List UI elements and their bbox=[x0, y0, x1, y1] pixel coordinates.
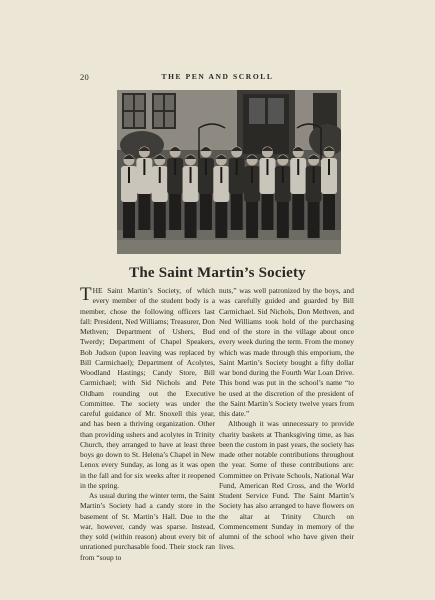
photo-person bbox=[167, 147, 183, 231]
photo-person bbox=[275, 155, 291, 239]
article-title: The Saint Martin’s Society bbox=[129, 265, 306, 281]
group-photograph-icon bbox=[117, 90, 341, 254]
photo-person bbox=[244, 155, 260, 239]
photo-person bbox=[229, 147, 245, 231]
photo-person bbox=[290, 147, 306, 231]
photo-person bbox=[152, 155, 168, 239]
photo-person bbox=[213, 155, 229, 239]
article-column-left bbox=[80, 286, 215, 563]
photo-person bbox=[198, 147, 214, 231]
page-number: 20 bbox=[80, 72, 90, 82]
photo-person bbox=[183, 155, 199, 239]
paragraph-2-continued: nuts,” was well patronized by the boys, and was carefully guided and guarded by Bill Carmichael. Sid Nichols, Don Methven, and Ned Williams took hold of the purchasing end of the store in the village about once every week during the term. From the money which was made through this emporium, the Saint Martin’s Society bought a fifty dollar war bond during the Fourth War Loan Drive. This bond was put in the school’s name “to be used at the discretion of the president of the Saint Martin’s Society twelve years from this date.” bbox=[219, 286, 354, 418]
paragraph-3: Although it was unnecessary to provide charity baskets at Thanksgiving time, as has been the custom in past years, the society has made other notable contributions throughout the year. Some of these contributions are: Committee on Private Schools, National War Fund, American Red Cross, and the World Student Service Fund. The Saint Martin’s Society has also arranged to have flowers on the altar at Trinity Church on Commencement Sunday in memory of the alumni of the school who have given their lives. bbox=[219, 419, 354, 552]
photo-person bbox=[121, 155, 137, 239]
paragraph-2: As usual during the winter term, the Saint Martin’s Society had a candy store in the basement of St. Martin’s Hall. Due to the war, however, candy was sparse. Instead, they sold (within reason) about every bit of unrationed purchasable food. Their stock ran from “soup to bbox=[80, 491, 215, 562]
photo-person bbox=[259, 147, 275, 231]
running-title: THE PEN AND SCROLL bbox=[161, 72, 274, 81]
group-photograph bbox=[117, 90, 341, 254]
photo-person bbox=[136, 147, 152, 231]
drop-cap: T bbox=[80, 284, 92, 305]
running-head bbox=[80, 72, 355, 84]
photo-person bbox=[321, 147, 337, 231]
paragraph-1-text: HE Saint Martin’s Society, of which every member of the student body is a member, chose the following officers last fall: President, Ned Williams; Treasurer, Don Methven; Department of Ushers, Bud Twerdy; Department of Chapel Speakers, Bob Judson (upon leaving was replaced by Bill Carmichael); Department of Acolytes, Woodland Hastings; Candy Store, Bill Carmichael; with Sid Nichols and Pete Oldham rounding out the Executive Committee. The society was under the careful guidance of Mr. Snoxell this year, and has been a thriving organization. Other than providing ushers and acolytes in Trinity Church, they arranged to have at least three boys go down to St. Helena’s Chapel in New Lenox every Sunday, as long as it was open in the fall and for six weeks after it reopened in the spring. bbox=[80, 286, 215, 490]
article-column-right bbox=[219, 286, 354, 553]
photo-person bbox=[306, 155, 322, 239]
paragraph-1 bbox=[80, 286, 215, 491]
